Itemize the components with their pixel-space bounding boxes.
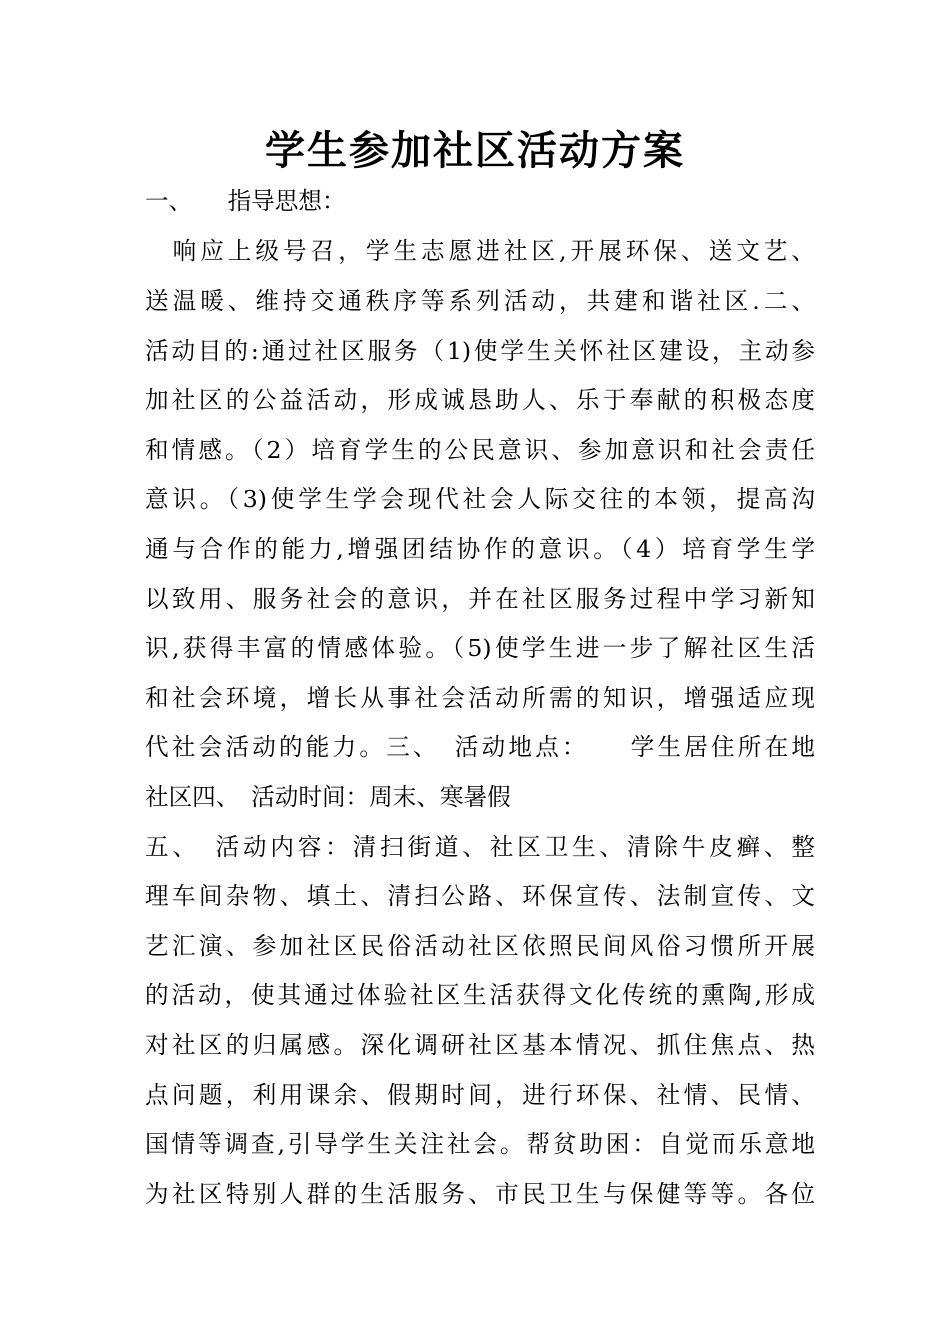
body-line: 送温暖、维持交通秩序等系列活动，共建和谐社区.二、 [145, 287, 815, 315]
body-line: 加社区的公益活动，形成诚恳助人、乐于奉献的积极态度 [145, 386, 815, 414]
body-line: 社区四、 活动时间：周末、寒暑假 [145, 783, 511, 811]
body-line: 对社区的归属感。深化调研社区基本情况、抓住焦点、热 [145, 1031, 815, 1059]
body-line: 为社区特别人群的生活服务、市民卫生与保健等等。各位 [145, 1180, 815, 1208]
body-line: 响应上级号召，学生志愿进社区,开展环保、送文艺、 [145, 237, 815, 265]
body-line: 和情感。（2）培育学生的公民意识、参加意识和社会责任 [145, 436, 815, 464]
body-line: 活动目的:通过社区服务（1)使学生关怀社区建设，主动参 [145, 337, 815, 365]
body-line: 国情等调查,引导学生关注社会。帮贫助困：自觉而乐意地 [145, 1130, 815, 1158]
body-line: 识,获得丰富的情感体验。（5)使学生进一步了解社区生活 [145, 634, 815, 662]
body-line: 意识。（3)使学生学会现代社会人际交往的本领，提高沟 [145, 485, 815, 513]
body-line: 通与合作的能力,增强团结协作的意识。（4）培育学生学 [145, 535, 815, 563]
body-line: 艺汇演、参加社区民俗活动社区依照民间风俗习惯所开展 [145, 932, 815, 960]
body-line: 一、 指导思想： [145, 187, 346, 215]
document-title: 学生参加社区活动方案 [265, 128, 685, 174]
body-line: 和社会环境，增长从事社会活动所需的知识，增强适应现 [145, 684, 815, 712]
body-line: 五、 活动内容：清扫街道、社区卫生、清除牛皮癣、整 [145, 833, 815, 861]
body-line: 的活动，使其通过体验社区生活获得文化传统的熏陶,形成 [145, 981, 815, 1009]
body-line: 代社会活动的能力。三、 活动地点： 学生居住所在地 [145, 733, 815, 761]
body-line: 以致用、服务社会的意识，并在社区服务过程中学习新知 [145, 585, 815, 613]
body-line: 点问题，利用课余、假期时间，进行环保、社情、民情、 [145, 1081, 815, 1109]
body-line: 理车间杂物、填土、清扫公路、环保宣传、法制宣传、文 [145, 882, 815, 910]
